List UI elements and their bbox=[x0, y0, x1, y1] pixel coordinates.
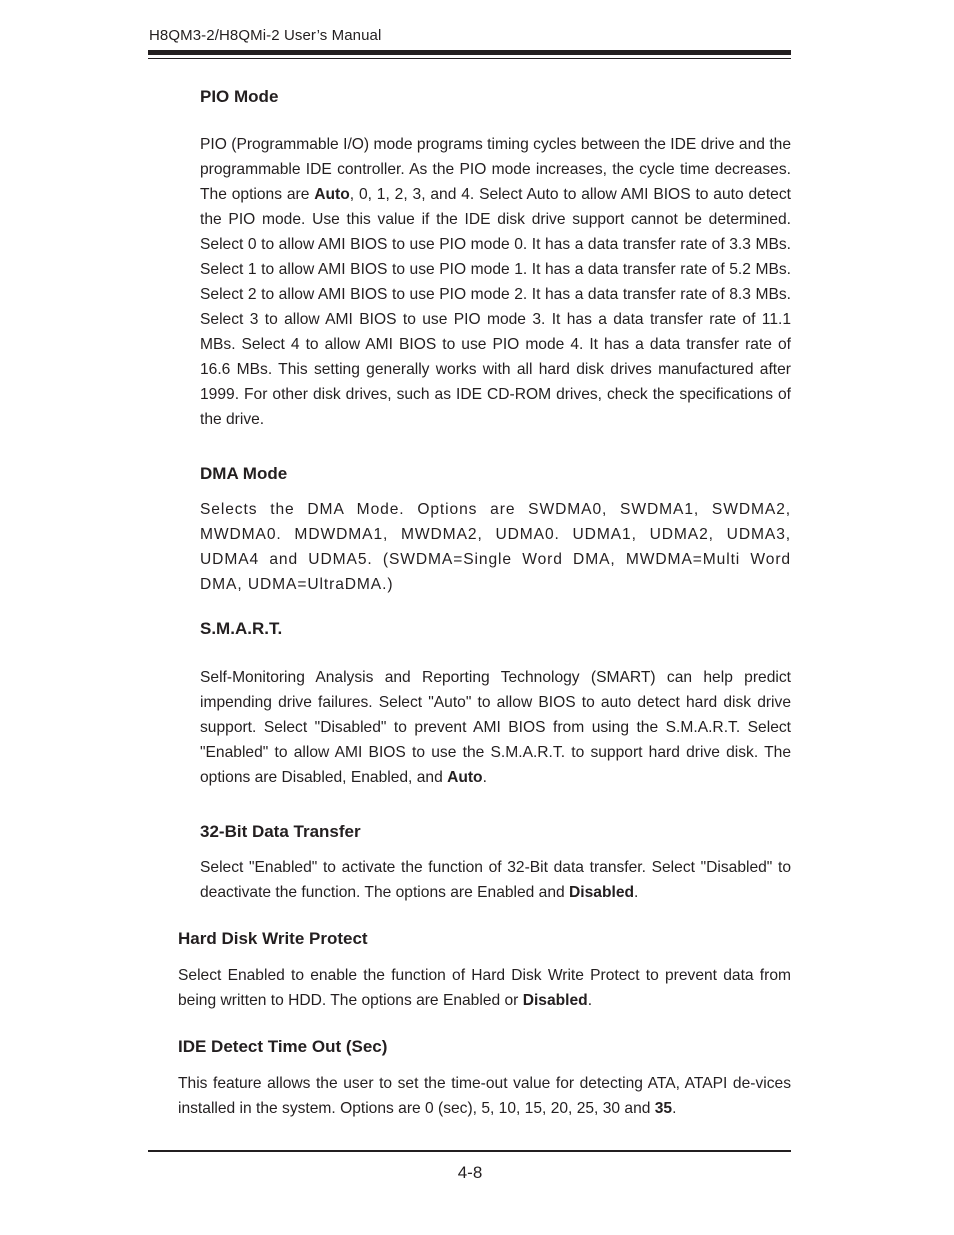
paragraph-dma-mode: Selects the DMA Mode. Options are SWDMA0, SWDMA1, SWDMA2, MWDMA0. MDWDMA1, MWDMA2, UDMA0. UDMA1, UDMA2, UDMA3, UDMA4 and UDMA5. (SWDMA=Single Word DMA, MWDMA=Multi Word DMA, UDMA=UltraDMA.) bbox=[200, 501, 791, 593]
page-number: 4-8 bbox=[457, 1163, 483, 1182]
pio-text-2: , 0, 1, 2, 3, and 4. Select Auto to allow AMI BIOS to auto detect the PIO mode. Use this value if the IDE disk drive support cannot be determined. Select 0 to allow AMI BIOS to use PIO mode 0. It has a data transfer rate of 3.3 MBs. Select 1 to allow AMI BIOS to use PIO mode 1. It has a data transfer rate of 5.2 MBs. Select 2 to allow AMI BIOS to use PIO mode 2. It has a data transfer rate of 8.3 MBs. Select 3 to allow AMI BIOS to use PIO mode 3. It has a data transfer rate of 11.1 MBs. Select 4 to allow AMI BIOS to use PIO mode 4. It has a data transfer rate of 16.6 MBs. This setting generally works with all hard disk drives manufactured after 1999. For other disk drives, such as IDE CD-ROM drives, check the specifications of the drive. bbox=[200, 186, 791, 428]
footer-rule bbox=[148, 1150, 791, 1152]
running-header: H8QM3-2/H8QMi-2 User’s Manual bbox=[149, 27, 382, 44]
paragraph-hard-disk-write-protect bbox=[178, 963, 791, 1013]
ide-timeout-default-value: 35 bbox=[654, 1100, 673, 1117]
smart-text-2: . bbox=[482, 769, 487, 786]
paragraph-pio-mode bbox=[200, 132, 791, 432]
paragraph-smart bbox=[200, 665, 791, 790]
heading-ide-detect-timeout: IDE Detect Time Out (Sec) bbox=[178, 1037, 388, 1056]
bit32-text-2: . bbox=[634, 884, 639, 901]
heading-dma-mode: DMA Mode bbox=[200, 464, 288, 483]
bit32-default-value: Disabled bbox=[569, 884, 635, 901]
bit32-text-1: Select "Enabled" to activate the function of 32-Bit data transfer. Select "Disabled" to deactivate the function. The options are Enabled and bbox=[200, 859, 791, 901]
hdwp-default-value: Disabled bbox=[522, 992, 588, 1009]
paragraph-32bit-transfer bbox=[200, 855, 791, 905]
ide-timeout-text-1: This feature allows the user to set the time-out value for detecting ATA, ATAPI de-vices installed in the system. Options are 0 (sec), 5, 10, 15, 20, 25, 30 and bbox=[178, 1075, 791, 1117]
paragraph-ide-detect-timeout bbox=[178, 1071, 791, 1121]
pio-text-1: PIO (Programmable I/O) mode programs timing cycles between the IDE drive and the programmable IDE controller. As the PIO mode increases, the cycle time decreases. The options are bbox=[200, 136, 791, 203]
hdwp-text-1: Select Enabled to enable the function of Hard Disk Write Protect to prevent data from being written to HDD. The options are Enabled or bbox=[178, 967, 791, 1009]
header-rule-thin bbox=[148, 58, 791, 59]
smart-default-value: Auto bbox=[447, 769, 483, 786]
header-rule bbox=[148, 50, 791, 55]
heading-smart: S.M.A.R.T. bbox=[200, 619, 283, 638]
smart-text-1: Self-Monitoring Analysis and Reporting Technology (SMART) can help predict impending drive failures. Select "Auto" to allow BIOS to auto detect hard disk drive support. Select "Disabled" to prevent AMI BIOS from using the S.M.A.R.T. Select "Enabled" to allow AMI BIOS to use the S.M.A.R.T. to support hard drive disk. The options are Disabled, Enabled, and bbox=[200, 669, 791, 786]
pio-default-value: Auto bbox=[314, 186, 350, 203]
hdwp-text-2: . bbox=[587, 992, 593, 1009]
heading-32bit-transfer: 32-Bit Data Transfer bbox=[200, 822, 361, 841]
heading-pio-mode: PIO Mode bbox=[200, 87, 279, 106]
ide-timeout-text-2: . bbox=[672, 1100, 677, 1117]
heading-hard-disk-write-protect: Hard Disk Write Protect bbox=[178, 929, 368, 948]
